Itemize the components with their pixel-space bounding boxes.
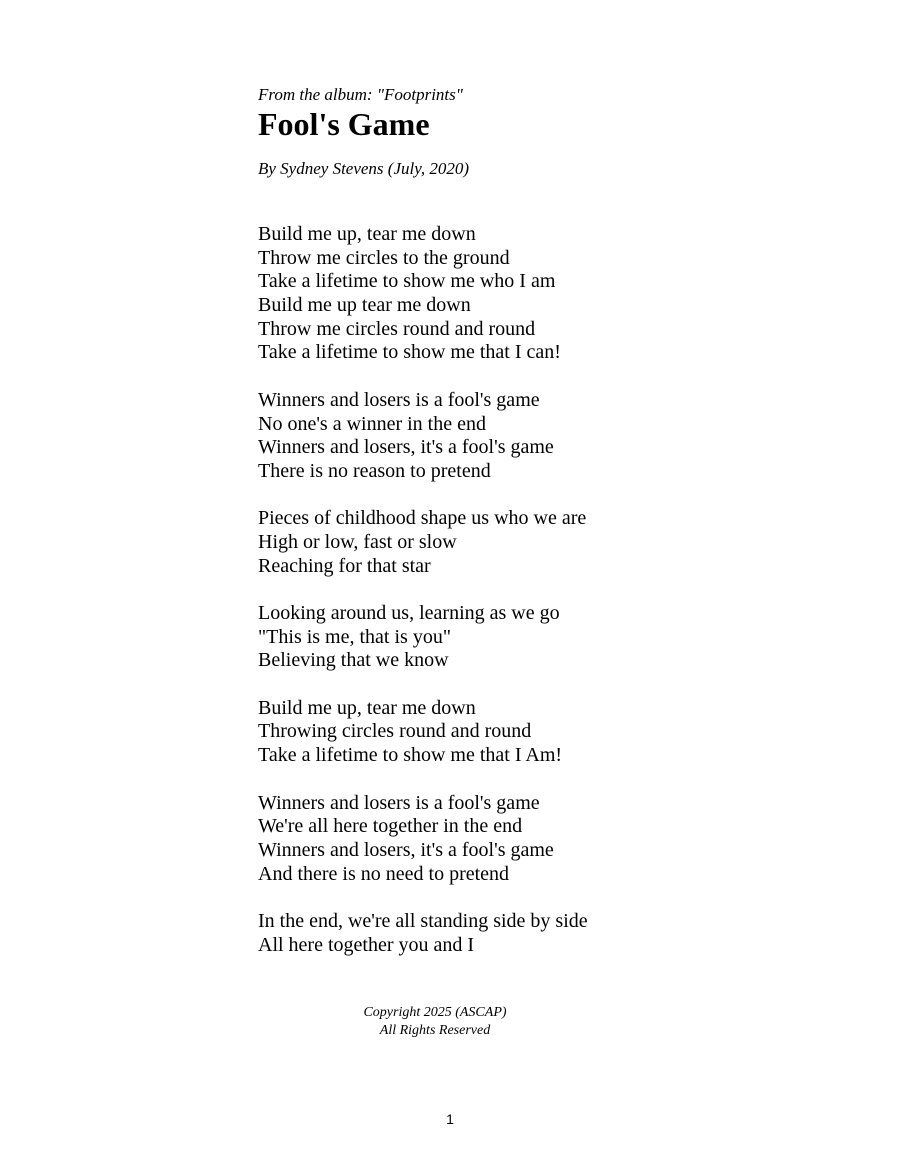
stanza-4 xyxy=(258,602,818,673)
lyric-line: Take a lifetime to show me that I can! xyxy=(258,341,561,364)
lyric-line: High or low, fast or slow xyxy=(258,530,457,553)
author-byline: By Sydney Stevens (July, 2020) xyxy=(258,159,469,178)
lyric-line: Winners and losers is a fool's game xyxy=(258,791,540,814)
lyric-line: Looking around us, learning as we go xyxy=(258,602,560,624)
lyric-line: All here together you and I xyxy=(258,933,475,956)
lyric-line: Build me up, tear me down xyxy=(258,223,476,245)
rights-line: All Rights Reserved xyxy=(379,1023,491,1038)
lyric-line: Take a lifetime to show me that I Am! xyxy=(258,744,563,767)
stanza-5 xyxy=(258,697,818,768)
lyric-line: Winners and losers, it's a fool's game xyxy=(258,838,554,861)
lyric-line: Take a lifetime to show me who I am xyxy=(258,270,556,293)
lyrics-body xyxy=(258,223,818,981)
lyric-line: Throw me circles round and round xyxy=(258,317,536,340)
stanza-6 xyxy=(258,792,818,887)
lyric-line: There is no reason to pretend xyxy=(258,459,491,482)
lyric-line: We're all here together in the end xyxy=(258,815,523,838)
stanza-7 xyxy=(258,910,818,957)
lyric-line: In the end, we're all standing side by side xyxy=(258,909,588,932)
page-number: 1 xyxy=(446,1111,454,1127)
copyright-notice xyxy=(250,1004,620,1040)
lyric-line: Winners and losers, it's a fool's game xyxy=(258,436,554,459)
copyright-line: Copyright 2025 (ASCAP) xyxy=(363,1005,507,1020)
stanza-2 xyxy=(258,389,818,484)
lyric-line: Reaching for that star xyxy=(258,554,431,577)
lyric-line: Pieces of childhood shape us who we are xyxy=(258,507,587,530)
song-title: Fool's Game xyxy=(258,106,430,142)
lyric-line: Throwing circles round and round xyxy=(258,720,532,743)
album-note: From the album: "Footprints" xyxy=(258,85,463,104)
lyric-line: And there is no need to pretend xyxy=(258,862,510,885)
lyric-line: Believing that we know xyxy=(258,649,449,672)
lyric-line: "This is me, that is you" xyxy=(258,625,451,648)
stanza-3 xyxy=(258,507,818,578)
lyric-line: No one's a winner in the end xyxy=(258,412,486,435)
lyric-line: Build me up, tear me down xyxy=(258,696,476,719)
lyric-line: Build me up tear me down xyxy=(258,294,471,317)
lyric-line: Winners and losers is a fool's game xyxy=(258,388,540,411)
stanza-1 xyxy=(258,223,818,365)
lyric-line: Throw me circles to the ground xyxy=(258,246,510,269)
